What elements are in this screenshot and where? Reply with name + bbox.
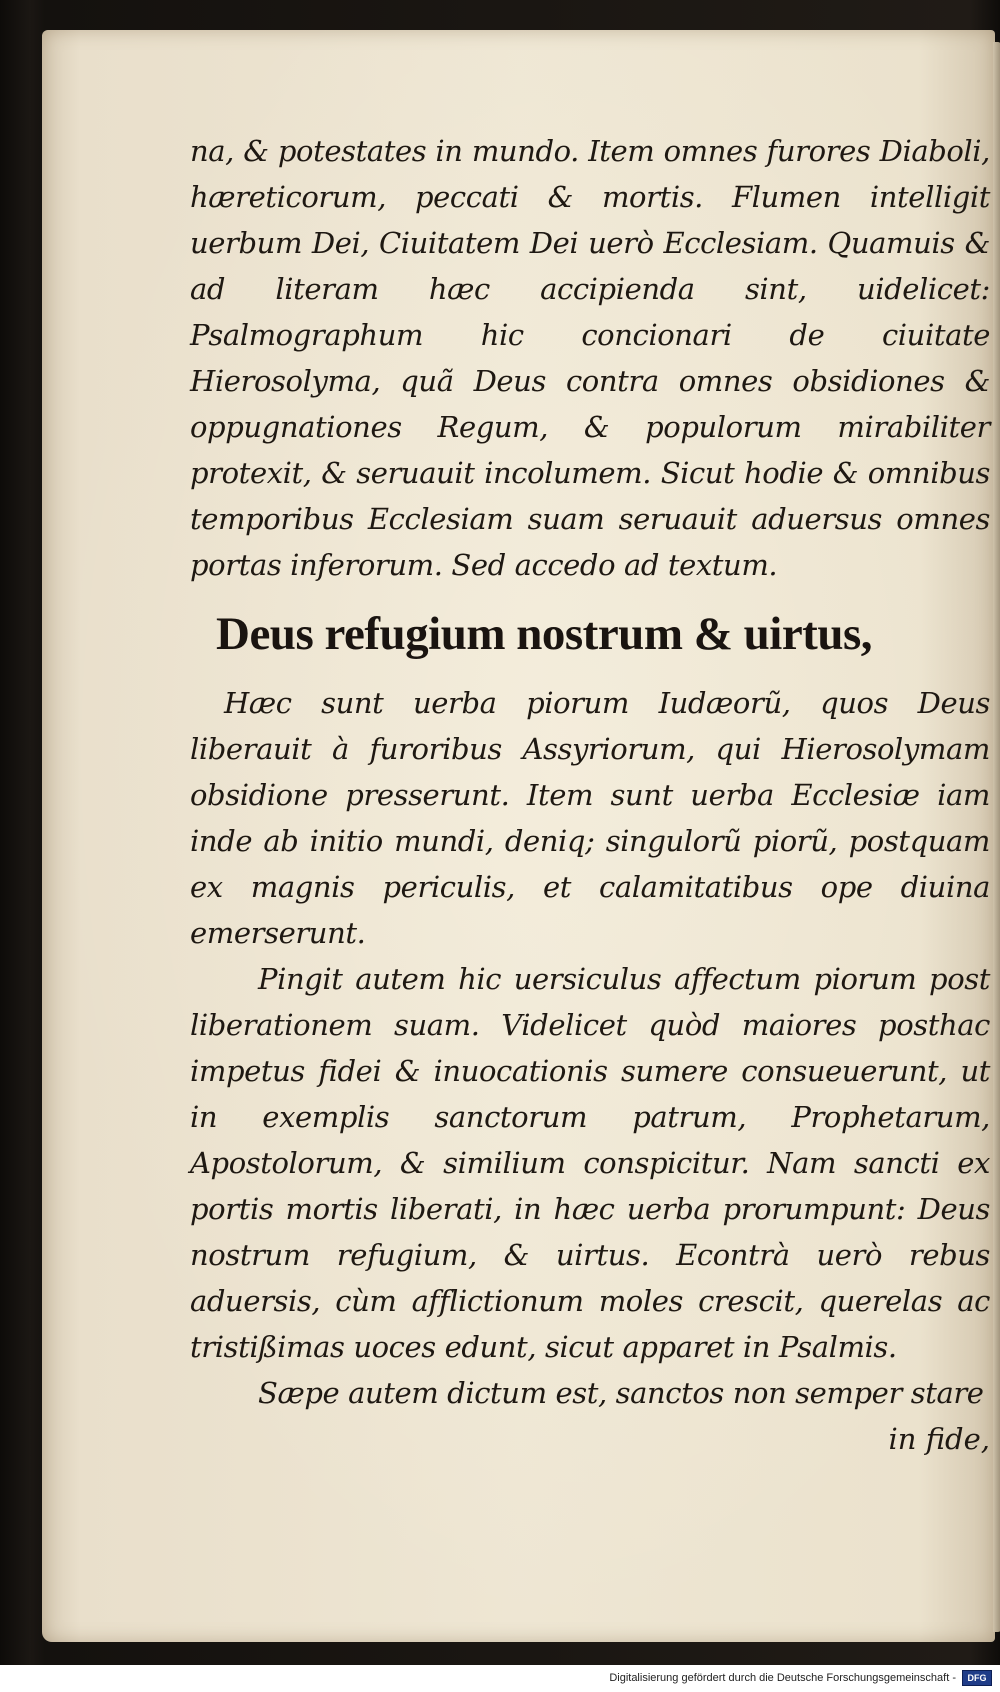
paragraph-1: Hæc sunt uerba piorum Iudæorũ, quos Deus liberauit à furoribus Assyriorum, qui Hierosolymam obsidione presserunt. Item sunt uerba Ecclesiæ iam inde ab initio mundi, deniq; singulorũ piorũ, postquam ex magnis periculis, et calamitatibus ope diuina emerserunt.	[190, 686, 990, 950]
paragraph-2: Pingit autem hic uersiculus affectum piorum post liberationem suam. Videlicet quòd maiores posthac impetus fidei & inuocationis sumere consueuerunt, ut in exemplis sanctorum patrum, Prophetarum, Apostolorum, & similium conspicitur. Nam sancti ex portis mortis liberati, in hæc uerba prorumpunt: Deus nostrum refugium, & uirtus. Econtrà uerò rebus aduersis, cùm afflictionum moles crescit, querelas ac tristißimas uoces edunt, sicut apparet in Psalmis.	[190, 962, 990, 1364]
verse-heading: Deus refugium nostrum & uirtus,	[216, 608, 873, 660]
intro-paragraph: na, & potestates in mundo. Item omnes furores Diaboli, hæreticorum, peccati & mortis. Flumen intelligit uerbum Dei, Ciuitatem Dei uerò Ecclesiam. Quamuis & ad literam hæc accipienda sint, uidelicet: Psalmographum hic concionari de ciuitate Hierosolyma, quã Deus contra omnes obsidiones & oppugnationes Regum, & populorum mirabiliter protexit, & seruauit incolumem. Sicut hodie & omnibus temporibus Ecclesiam suam seruauit aduersus omnes portas inferorum. Sed accedo ad textum.	[190, 134, 990, 582]
dfg-logo-icon: DFG	[962, 1670, 992, 1686]
book-page	[42, 30, 995, 1642]
page-edge	[993, 42, 1000, 1632]
paragraph-3: Sæpe autem dictum est, sanctos non semper stare	[258, 1376, 984, 1410]
catchword: in fide,	[888, 1422, 990, 1456]
footer-credit: Digitalisierung gefördert durch die Deutsche Forschungsgemeinschaft -	[609, 1672, 956, 1684]
text-block	[190, 128, 990, 1462]
digitization-footer	[609, 1668, 992, 1688]
